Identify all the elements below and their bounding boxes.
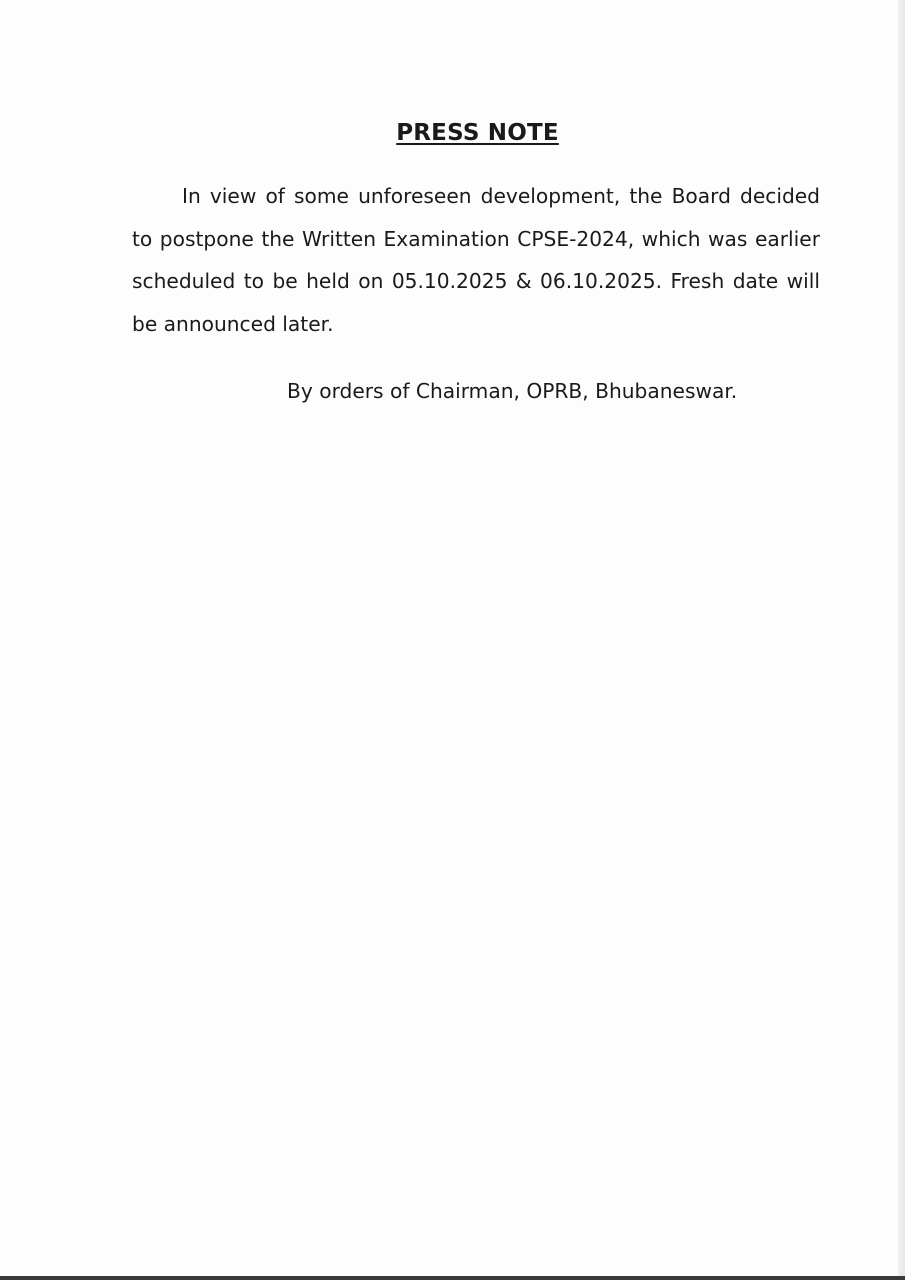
scan-right-edge: [898, 0, 905, 1280]
signature-line: By orders of Chairman, OPRB, Bhubaneswar.: [287, 379, 738, 403]
page-title: PRESS NOTE: [396, 120, 559, 146]
scan-bottom-edge: [0, 1276, 905, 1280]
notice-paragraph: In view of some unforeseen development, the Board decided to postpone the Written Examination CPSE-2024, which was earlier scheduled to be held on 05.10.2025 & 06.10.2025. Fresh date will be announced later.: [132, 184, 820, 336]
